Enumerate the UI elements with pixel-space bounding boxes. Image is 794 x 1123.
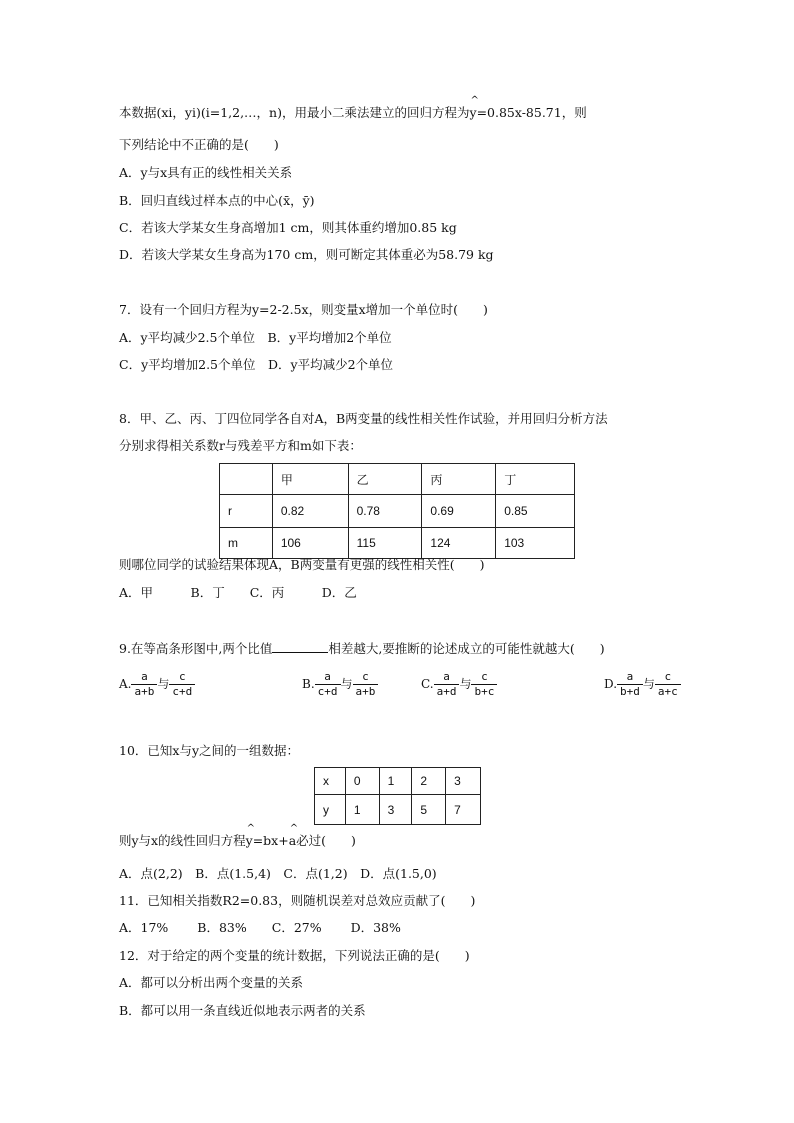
q8-table	[219, 463, 575, 559]
q8-cell: r	[220, 495, 273, 528]
eq-part: x+	[271, 833, 289, 848]
q10-table-row	[315, 768, 481, 795]
numerator: a	[131, 670, 157, 685]
q8-cell: m	[220, 528, 273, 559]
option-label: B.	[302, 677, 315, 691]
regression-equation: =0.85x-85.71，则	[476, 105, 587, 120]
q8-header-cell: 丁	[496, 464, 575, 495]
denominator: a+d	[436, 685, 457, 698]
numerator: c	[169, 670, 195, 685]
q10-options: A．点(2,2) B．点(1.5,4) C．点(1,2) D．点(1.5,0)	[119, 866, 437, 881]
numerator: c	[655, 670, 681, 685]
intro-option-a: A．y与x具有正的线性相关关系	[119, 165, 293, 180]
denominator: b+c	[474, 685, 495, 698]
denominator: b+d	[620, 685, 640, 698]
option-label: A.	[119, 677, 132, 691]
denominator: c+d	[172, 685, 193, 698]
numerator: a	[434, 670, 460, 685]
q12-option-a: A．都可以分析出两个变量的关系	[119, 975, 304, 990]
q8-cell: 0.85	[496, 495, 575, 528]
q10-cell: x	[315, 768, 346, 795]
q8-table-row	[220, 495, 575, 528]
y-hat: ^ y	[246, 833, 253, 849]
q8-cell: 0.78	[348, 495, 422, 528]
q7-stem: 7．设有一个回归方程为y=2-2.5x，则变量x增加一个单位时( )	[119, 302, 488, 317]
q8-cell: 106	[272, 528, 348, 559]
fraction	[434, 670, 460, 699]
option-label: D.	[604, 677, 618, 691]
intro-stem-text: 本数据(xi，yi)(i=1,2,…，n)，用最小二乘法建立的回归方程为	[119, 105, 470, 120]
q9-option-b	[302, 670, 378, 699]
a-hat: ^ a	[289, 833, 296, 849]
q8-header-cell: 甲	[272, 464, 348, 495]
q10-cell: 7	[446, 795, 481, 825]
q8-header-cell: 乙	[348, 464, 422, 495]
denominator: a+c	[657, 685, 678, 698]
fraction	[471, 670, 497, 699]
q9-stem-post: 相差越大,要推断的论述成立的可能性就越大( )	[328, 641, 605, 656]
q10-cell: 1	[345, 795, 379, 825]
q9-option-c	[421, 670, 497, 699]
with-text: 与	[340, 677, 353, 691]
option-label: C.	[421, 677, 434, 691]
q8-header-cell: 丙	[422, 464, 496, 495]
q8-cell: 115	[348, 528, 422, 559]
q10-cell: 2	[412, 768, 446, 795]
q11-options: A．17% B．83% C．27% D．38%	[119, 920, 401, 935]
intro-option-c: C．若该大学某女生身高增加1 cm，则其体重约增加0.85 kg	[119, 220, 457, 235]
q10-cell: 5	[412, 795, 446, 825]
y-hat: ^ y	[470, 105, 477, 121]
q10-after	[119, 833, 356, 849]
q8-table-row	[220, 528, 575, 559]
fraction	[169, 670, 195, 699]
q8-stem-line2: 分别求得相关系数r与残差平方和m如下表：	[119, 438, 362, 453]
q8-table-header	[220, 464, 575, 495]
with-text: 与	[157, 677, 170, 691]
q9-stem	[119, 640, 605, 657]
q12-option-b: B．都可以用一条直线近似地表示两者的关系	[119, 1003, 366, 1018]
q10-after-pre: 则y与x的线性回归方程	[119, 833, 246, 848]
numerator: c	[353, 670, 379, 685]
q10-cell: 3	[446, 768, 481, 795]
answer-blank	[272, 640, 328, 653]
q8-header-cell	[220, 464, 273, 495]
q10-cell: 3	[379, 795, 412, 825]
q8-after: 则哪位同学的试验结果体现A，B两变量有更强的线性相关性( )	[119, 557, 485, 572]
intro-option-b: B．回归直线过样本点的中心(x̄，ȳ)	[119, 193, 315, 208]
q11-stem: 11．已知相关指数R2=0.83，则随机误差对总效应贡献了( )	[119, 893, 476, 908]
q7-options-row2: C．y平均增加2.5个单位 D．y平均减少2个单位	[119, 357, 394, 372]
q8-options: A．甲 B．丁 C．丙 D．乙	[119, 585, 357, 600]
denominator: a+b	[134, 685, 155, 698]
q9-stem-pre: 9.在等高条形图中,两个比值	[119, 641, 273, 656]
q9-option-d	[604, 670, 681, 699]
q12-stem: 12．对于给定的两个变量的统计数据，下列说法正确的是( )	[119, 948, 470, 963]
fraction	[655, 670, 681, 699]
q10-after-post: 必过( )	[296, 833, 356, 848]
numerator: a	[617, 670, 643, 685]
q10-table-row	[315, 795, 481, 825]
fraction	[353, 670, 379, 699]
q8-stem-line1: 8．甲、乙、丙、丁四位同学各自对A，B两变量的线性相关性作试验，并用回归分析方法	[119, 411, 608, 426]
with-text: 与	[642, 677, 655, 691]
fraction	[131, 670, 157, 699]
denominator: c+d	[317, 685, 338, 698]
q8-cell: 124	[422, 528, 496, 559]
denominator: a+b	[355, 685, 376, 698]
fraction	[617, 670, 643, 699]
numerator: a	[315, 670, 341, 685]
q7-options-row1: A．y平均减少2.5个单位 B．y平均增加2个单位	[119, 330, 392, 345]
with-text: 与	[459, 677, 472, 691]
numerator: c	[471, 670, 497, 685]
intro-stem-line1	[119, 105, 587, 121]
eq-part: =b	[252, 833, 272, 848]
intro-option-d: D．若该大学某女生身高为170 cm，则可断定其体重必为58.79 kg	[119, 247, 494, 262]
q8-cell: 0.69	[422, 495, 496, 528]
q10-stem: 10．已知x与y之间的一组数据：	[119, 743, 300, 758]
q10-cell: y	[315, 795, 346, 825]
fraction	[315, 670, 341, 699]
q10-cell: 1	[379, 768, 412, 795]
intro-stem-line2: 下列结论中不正确的是( )	[119, 137, 279, 152]
q10-table	[314, 767, 481, 825]
q8-cell: 103	[496, 528, 575, 559]
q9-option-a	[119, 670, 195, 699]
q10-cell: 0	[345, 768, 379, 795]
q8-cell: 0.82	[272, 495, 348, 528]
